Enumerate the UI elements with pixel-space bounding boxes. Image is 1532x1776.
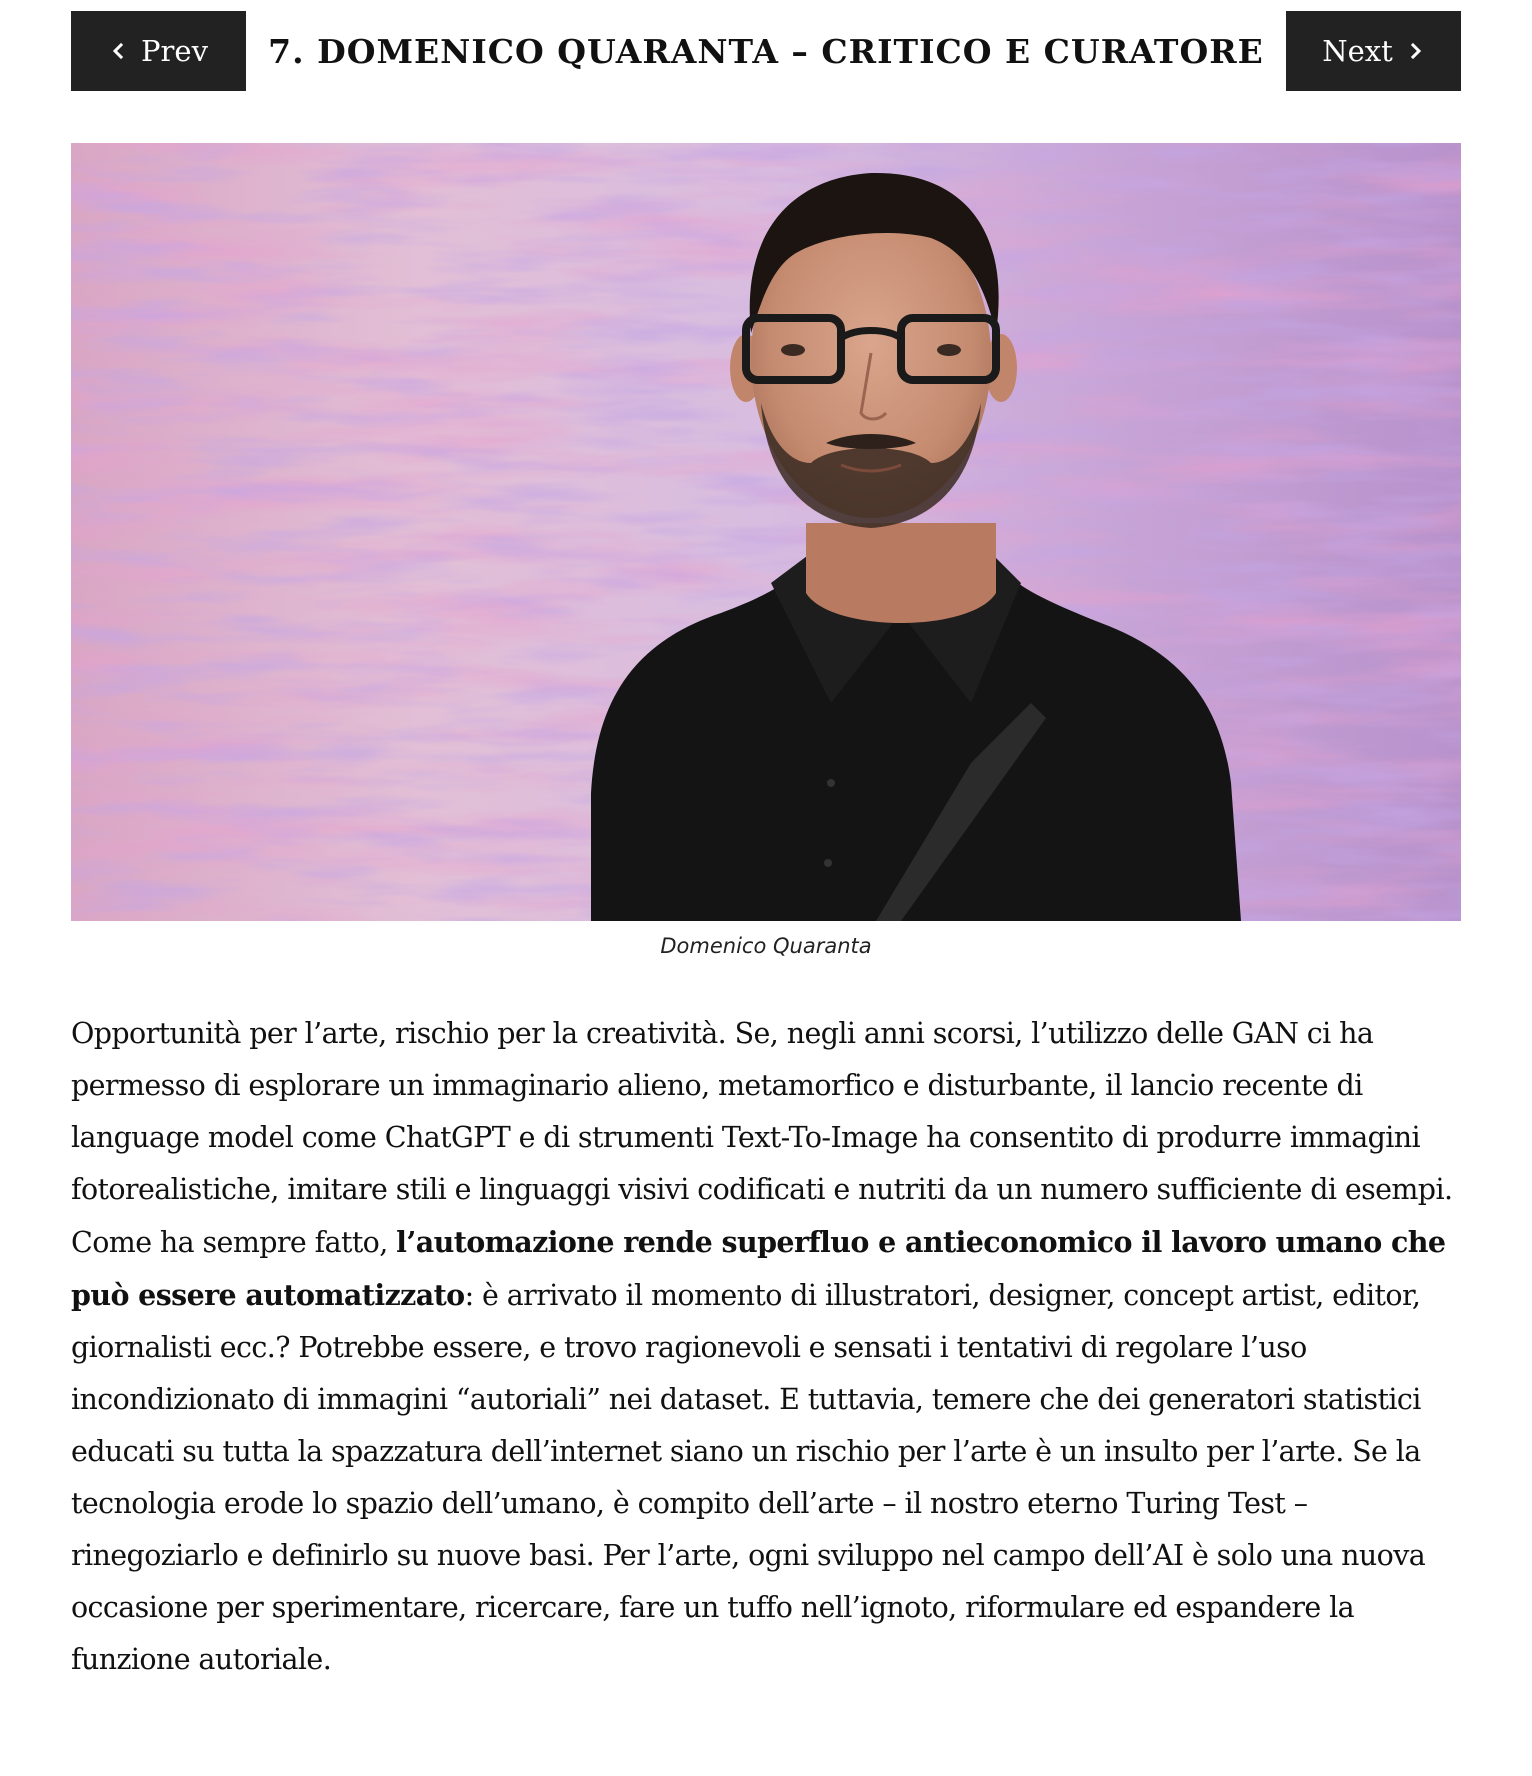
slide-title: 7. DOMENICO QUARANTA – CRITICO E CURATORE xyxy=(268,31,1264,71)
chevron-right-icon xyxy=(1407,42,1425,60)
portrait-photo xyxy=(71,143,1461,921)
chevron-left-icon xyxy=(109,42,127,60)
prev-button[interactable] xyxy=(71,11,246,91)
paragraph-text-continued: : è arrivato il momento di illustratori, designer, concept artist, editor, giornalisti ecc.? Potrebbe essere, e trovo ragionevoli e sensati i tentativi di regolare l’uso incondizionato di immagini “autoriali” nei dataset. E tuttavia, temere che dei generatori statistici educati su tutta la spazzatura dell’internet siano un rischio per l’arte è un insulto per l’arte. Se la tecnologia erode lo spazio dell’umano, è compito dell’arte – il nostro eterno Turing Test – rinegoziarlo e definirlo su nuove basi. Per l’arte, ogni sviluppo nel campo dell’AI è solo una nuova occasione per sperimentare, ricercare, fare un tuffo nell’ignoto, riformulare ed espandere la funzione autoriale. xyxy=(71,1279,1426,1676)
slideshow-navigation xyxy=(71,11,1461,91)
article-paragraph xyxy=(71,1008,1471,1686)
paragraph-highlight: l’automazione rende superfluo e antieconomico il lavoro umano che può essere automatizzato xyxy=(71,1225,1446,1312)
prev-button-label: Prev xyxy=(141,34,208,68)
next-button[interactable] xyxy=(1286,11,1461,91)
photo-caption: Domenico Quaranta xyxy=(660,934,872,958)
next-button-label: Next xyxy=(1322,34,1393,68)
paragraph-text: Opportunità per l’arte, rischio per la creatività. Se, negli anni scorsi, l’utilizzo delle GAN ci ha permesso di esplorare un immaginario alieno, metamorfico e disturbante, il lancio recente di language model come ChatGPT e di strumenti Text-To-Image ha consentito di produrre immagini fotorealistiche, imitare stili e linguaggi visivi codificati e nutriti da un numero sufficiente di esempi. Come ha sempre fatto, xyxy=(71,1017,1453,1259)
